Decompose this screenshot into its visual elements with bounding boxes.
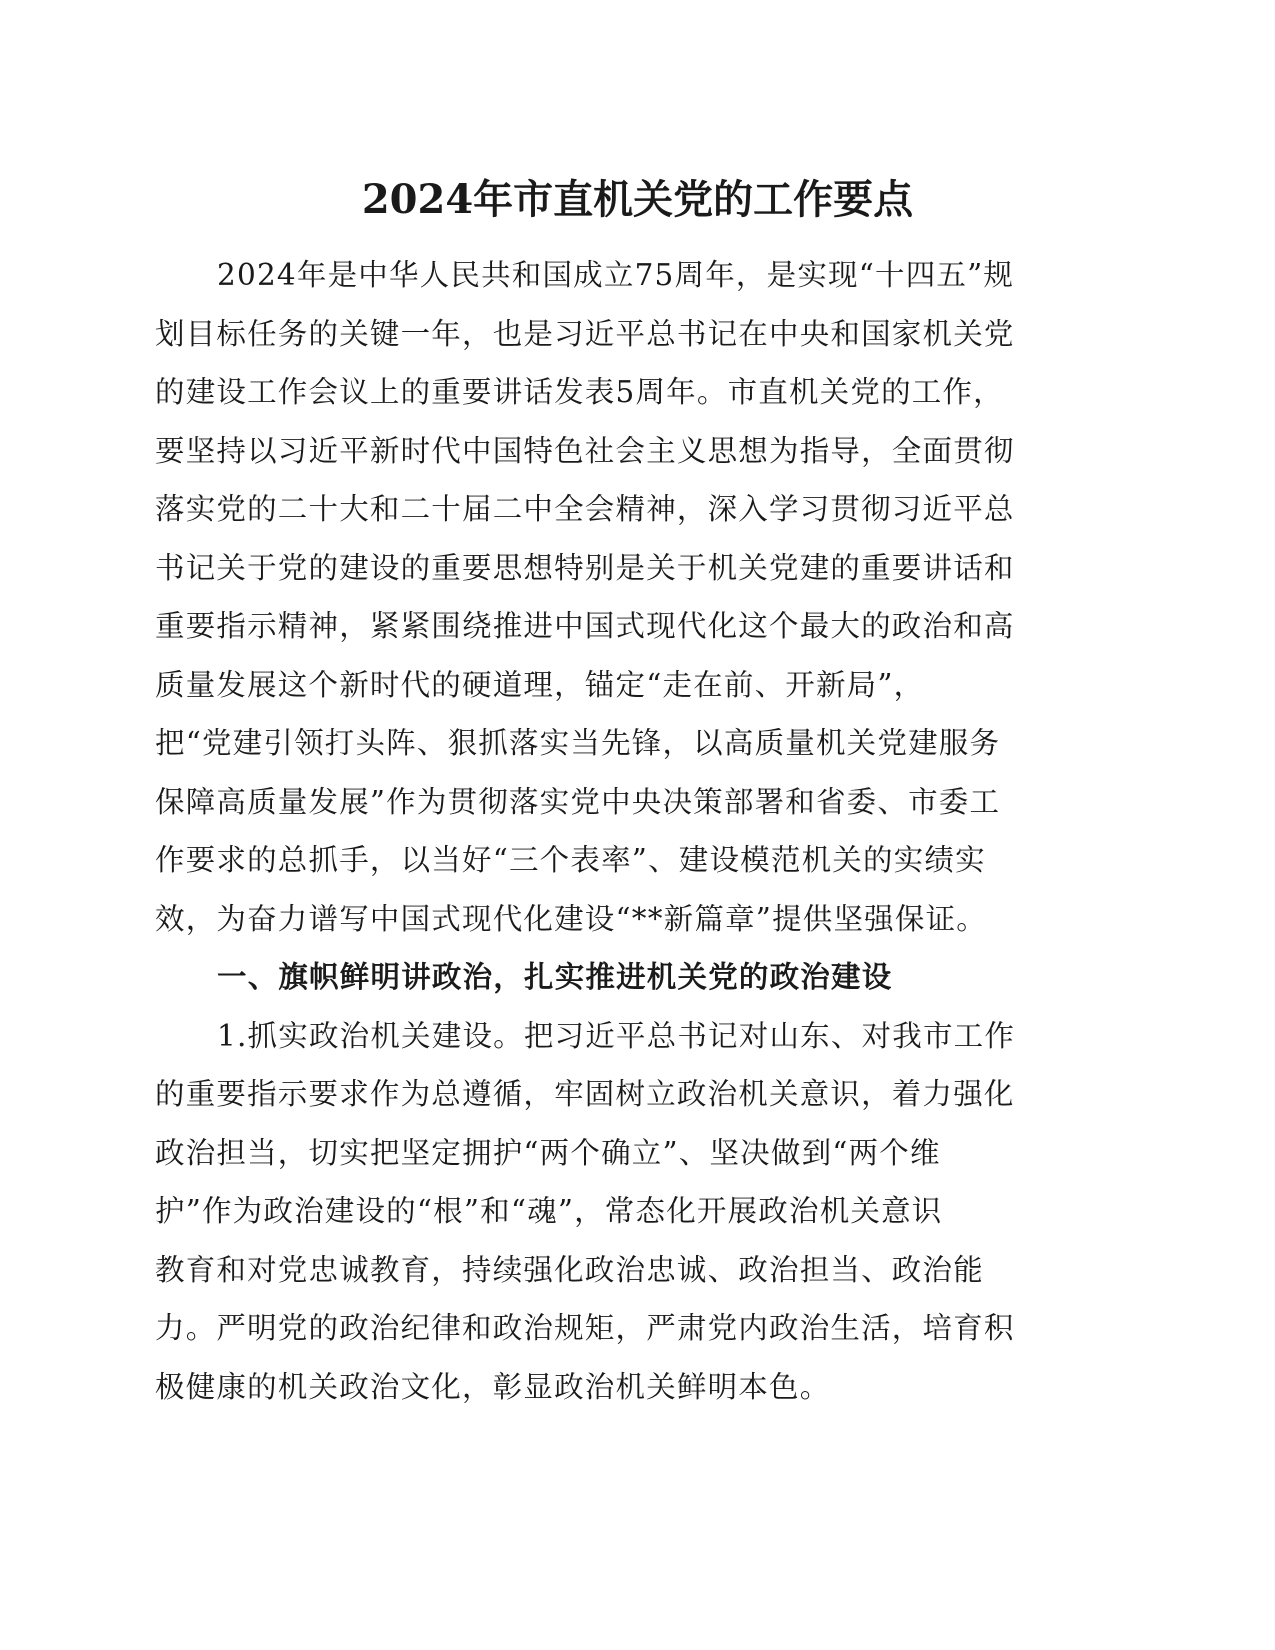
section-heading: 一、旗帜鲜明讲政治，扎实推进机关党的政治建设 <box>217 960 893 994</box>
item-line: 护”作为政治建设的“根”和“魂”，常态化开展政治机关意识 <box>155 1194 943 1228</box>
intro-line: 落实党的二十大和二十届二中全会精神，深入学习贯彻习近平总 <box>155 492 1015 526</box>
document-body <box>155 246 1095 1416</box>
intro-line: 质量发展这个新时代的硬道理，锚定“走在前、开新局”， <box>155 667 925 702</box>
intro-line: 划目标任务的关键一年，也是习近平总书记在中央和国家机关党 <box>155 316 1015 351</box>
intro-line: 书记关于党的建设的重要思想特别是关于机关党建的重要讲话和 <box>155 550 1015 585</box>
item-line: 政治担当，切实把坚定拥护“两个确立”、坚决做到“两个维 <box>155 1135 941 1170</box>
intro-line: 效，为奋力谱写中国式现代化建设“**新篇章”提供坚强保证。 <box>155 901 987 936</box>
intro-line: 要坚持以习近平新时代中国特色社会主义思想为指导，全面贯彻 <box>155 433 1015 468</box>
item-line: 1.抓实政治机关建设。把习近平总书记对山东、对我市工作 <box>217 1018 1016 1053</box>
item-line: 的重要指示要求作为总遵循，牢固树立政治机关意识，着力强化 <box>155 1077 1015 1111</box>
item-line: 教育和对党忠诚教育，持续强化政治忠诚、政治担当、政治能 <box>155 1252 984 1287</box>
intro-line: 保障高质量发展”作为贯彻落实党中央决策部署和省委、市委工 <box>155 784 1001 819</box>
intro-line: 作要求的总抓手，以当好“三个表率”、建设模范机关的实绩实 <box>155 843 986 877</box>
intro-line: 重要指示精神，紧紧围绕推进中国式现代化这个最大的政治和高 <box>155 609 1015 643</box>
document-title: 2024年市直机关党的工作要点 <box>361 176 914 223</box>
item-line: 力。严明党的政治纪律和政治规矩，严肃党内政治生活，培育积 <box>155 1311 1015 1345</box>
intro-line: 把“党建引领打头阵、狠抓落实当先锋，以高质量机关党建服务 <box>155 726 1001 760</box>
intro-line: 2024年是中华人民共和国成立75周年，是实现“十四五”规 <box>217 258 1015 292</box>
item-line: 极健康的机关政治文化，彰显政治机关鲜明本色。 <box>155 1369 831 1404</box>
intro-line: 的建设工作会议上的重要讲话发表5周年。市直机关党的工作， <box>155 375 1004 409</box>
